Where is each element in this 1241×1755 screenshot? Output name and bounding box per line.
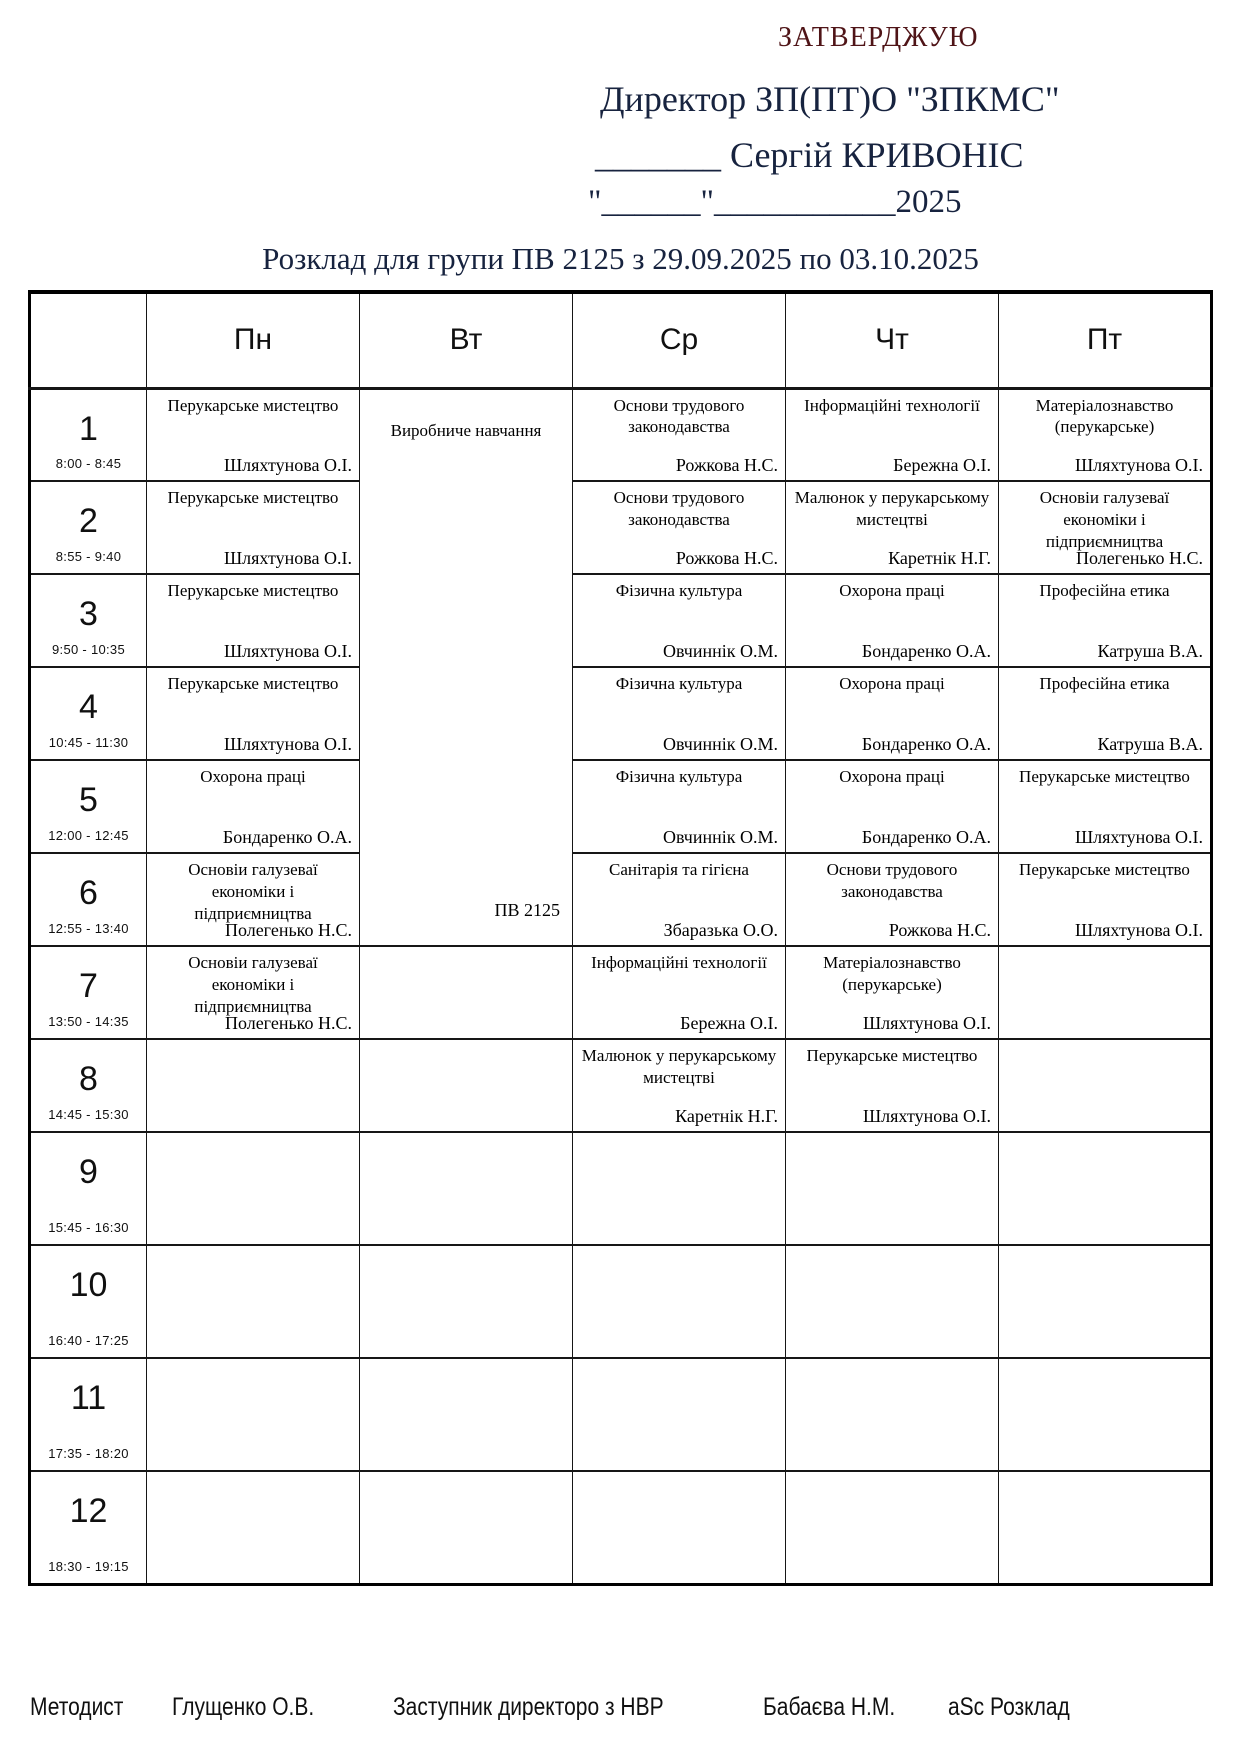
day-header-thu: Чт [786,292,999,388]
lesson-teacher: Шляхтунова О.І. [1075,455,1203,475]
corner-cell [30,292,147,388]
cell-wed-p9 [573,1132,786,1245]
period-row-3 [30,574,1212,667]
cell-tue-p7 [360,946,573,1039]
period-cell-6 [30,853,147,946]
cell-thu-p4 [786,667,999,760]
cell-thu-p1 [786,388,999,481]
lesson-teacher: Рожкова Н.С. [888,920,991,940]
period-row-8 [30,1039,1212,1132]
day-header-wed: Ср [573,292,786,388]
lesson-teacher: Шляхтунова О.І. [863,1013,991,1033]
lesson-subject: Матеріалознавство (перукарське) [823,953,961,994]
lesson-teacher: Бондаренко О.А. [861,827,991,847]
lesson-teacher: Овчиннік О.М. [662,734,778,754]
period-row-1 [30,388,1212,481]
period-time: 12:55 - 13:40 [48,921,129,936]
lesson-teacher: Бережна О.І. [893,455,991,475]
lesson-teacher: Бережна О.І. [680,1013,778,1033]
period-cell-8 [30,1039,147,1132]
period-number: 3 [79,595,98,633]
period-number: 11 [70,1379,107,1417]
period-row-7 [30,946,1212,1039]
period-number: 10 [69,1266,108,1304]
cell-fri-p3 [999,574,1212,667]
period-number: 1 [79,409,98,448]
footer-methodist-name: Глущенко О.В. [172,1693,315,1721]
period-cell-12 [30,1471,147,1584]
lesson-teacher: Бондаренко О.А. [222,827,352,847]
cell-tue-p12 [360,1471,573,1584]
lesson-teacher: Каретнік Н.Г. [675,1106,778,1126]
period-time: 12:00 - 12:45 [48,828,129,843]
lesson-teacher: Збаразька О.О. [663,920,778,940]
lesson-teacher: Шляхтунова О.І. [224,455,352,475]
day-header-mon: Пн [147,292,360,388]
period-time: 8:00 - 8:45 [55,456,122,471]
lesson-teacher: Шляхтунова О.І. [863,1106,991,1126]
cell-fri-p4 [999,667,1212,760]
cell-thu-p5 [786,760,999,853]
cell-mon-p11 [147,1358,360,1471]
period-time: 13:50 - 14:35 [48,1014,129,1029]
period-number: 6 [79,874,98,912]
cell-thu-p7 [786,946,999,1039]
period-row-12 [30,1471,1212,1584]
lesson-subject: Фізична культура [615,674,743,693]
lesson-subject: Охорона праці [839,674,945,693]
cell-thu-p11 [786,1358,999,1471]
lesson-subject: Охорона праці [200,767,306,786]
lesson-subject: Основіи галузеваї економіки і підприємництва [188,860,318,923]
period-row-11 [30,1358,1212,1471]
cell-fri-p5 [999,760,1212,853]
lesson-teacher: Каретнік Н.Г. [888,548,991,568]
cell-wed-p12 [573,1471,786,1584]
cell-thu-p2 [786,481,999,574]
lesson-subject: Перукарське мистецтво [167,395,339,415]
period-number: 4 [79,688,98,726]
cell-fri-p2 [999,481,1212,574]
lesson-subject: Основи трудового законодавства [613,488,745,529]
period-cell-7 [30,946,147,1039]
cell-thu-p3 [786,574,999,667]
lesson-teacher: Овчиннік О.М. [662,827,778,847]
period-row-2 [30,481,1212,574]
cell-mon-p12 [147,1471,360,1584]
period-time: 16:40 - 17:25 [48,1333,129,1348]
period-row-10 [30,1245,1212,1358]
cell-mon-p7 [147,946,360,1039]
cell-wed-p4 [573,667,786,760]
lesson-teacher: Шляхтунова О.І. [224,641,352,661]
lesson-teacher: Рожкова Н.С. [675,455,778,475]
footer-app-name: aSc Розклад [948,1693,1070,1721]
lesson-teacher: Полегенько Н.С. [1075,548,1203,568]
cell-fri-p7 [999,946,1212,1039]
cell-mon-p2 [147,481,360,574]
lesson-subject: Малюнок у перукарському мистецтві [581,1046,777,1087]
cell-mon-p3 [147,574,360,667]
cell-wed-p11 [573,1358,786,1471]
cell-thu-p8 [786,1039,999,1132]
lesson-teacher: Шляхтунова О.І. [224,548,352,568]
period-row-5 [30,760,1212,853]
cell-mon-p1 [147,388,360,481]
day-header-fri: Пт [999,292,1212,388]
approval-director-line: Директор ЗП(ПТ)О "ЗПКМС" [600,79,1060,119]
lesson-subject: Виробниче навчання [390,420,542,440]
cell-fri-p11 [999,1358,1212,1471]
cell-thu-p12 [786,1471,999,1584]
cell-wed-p5 [573,760,786,853]
cell-tue-p9 [360,1132,573,1245]
lesson-subject: Перукарське мистецтво [1019,767,1190,786]
lesson-teacher: Шляхтунова О.І. [224,734,352,754]
period-number: 5 [79,781,98,819]
cell-tue-p11 [360,1358,573,1471]
lesson-teacher: Овчиннік О.М. [662,641,778,661]
day-header-tue: Вт [360,292,573,388]
header-row [30,292,1212,388]
cell-wed-p10 [573,1245,786,1358]
cell-wed-p8 [573,1039,786,1132]
period-cell-3 [30,574,147,667]
period-cell-5 [30,760,147,853]
period-time: 8:55 - 9:40 [55,549,122,564]
cell-fri-p12 [999,1471,1212,1584]
cell-fri-p8 [999,1039,1212,1132]
lesson-subject: Перукарське мистецтво [167,674,339,693]
lesson-subject: Інформаційні технології [804,395,980,415]
cell-mon-p5 [147,760,360,853]
lesson-teacher: Шляхтунова О.І. [1075,827,1203,847]
cell-mon-p10 [147,1245,360,1358]
lesson-subject: Малюнок у перукарському мистецтві [794,488,990,529]
footer-methodist-label: Методист [30,1693,124,1721]
period-number: 12 [69,1492,108,1530]
lesson-subject: Фізична культура [615,581,743,600]
cell-mon-p6 [147,853,360,946]
lesson-teacher: Катруша В.А. [1097,641,1203,661]
period-cell-11 [30,1358,147,1471]
cell-wed-p1 [573,388,786,481]
period-row-6 [30,853,1212,946]
lesson-subject: Матеріалознавство (перукарське) [1035,395,1174,437]
lesson-teacher: Шляхтунова О.І. [1075,920,1203,940]
period-cell-9 [30,1132,147,1245]
lesson-subject: Професійна етика [1039,581,1170,600]
period-number: 7 [79,967,98,1005]
period-time: 14:45 - 15:30 [48,1107,129,1122]
period-cell-4 [30,667,147,760]
period-number: 8 [79,1060,98,1098]
cell-fri-p6 [999,853,1212,946]
lesson-subject: Професійна етика [1039,674,1170,693]
period-time: 15:45 - 16:30 [48,1220,129,1235]
lesson-subject: Основи трудового законодавства [613,395,745,437]
lesson-subject: Охорона праці [839,767,945,786]
period-cell-1 [30,388,147,481]
cell-wed-p6 [573,853,786,946]
footer-deputy-name: Бабаєва Н.М. [763,1693,896,1721]
lesson-subject: Охорона праці [839,581,945,600]
period-row-9 [30,1132,1212,1245]
cell-fri-p10 [999,1245,1212,1358]
cell-tue-merged [360,388,573,946]
cell-fri-p1 [999,388,1212,481]
cell-mon-p9 [147,1132,360,1245]
lesson-subject: Перукарське мистецтво [806,1046,978,1065]
lesson-teacher: Рожкова Н.С. [675,548,778,568]
period-number: 2 [79,502,98,540]
cell-thu-p6 [786,853,999,946]
period-time: 17:35 - 18:20 [48,1446,129,1461]
period-time: 18:30 - 19:15 [48,1558,129,1574]
lesson-subject: Основіи галузеваї економіки і підприємництва [188,953,318,1016]
period-row-4 [30,667,1212,760]
schedule-table [28,290,1213,1586]
lesson-group-label: ПВ 2125 [494,900,560,920]
lesson-subject: Фізична культура [615,767,743,786]
cell-fri-p9 [999,1132,1212,1245]
lesson-teacher: Бондаренко О.А. [861,641,991,661]
period-cell-2 [30,481,147,574]
cell-wed-p2 [573,481,786,574]
approval-signature-line: _______ Сергій КРИВОНІС [595,135,1024,175]
period-time: 9:50 - 10:35 [52,642,125,657]
lesson-teacher: Бондаренко О.А. [861,734,991,754]
lesson-subject: Основи трудового законодавства [826,860,958,901]
approval-date-line: "______"___________2025 [588,184,962,220]
lesson-teacher: Полегенько Н.С. [224,1013,352,1033]
lesson-teacher: Катруша В.А. [1097,734,1203,754]
page-title: Розклад для групи ПВ 2125 з 29.09.2025 по 03.10.2025 [262,241,979,276]
cell-mon-p8 [147,1039,360,1132]
footer-deputy-label: Заступник директоро з НВР [393,1693,664,1721]
cell-wed-p3 [573,574,786,667]
period-number: 9 [79,1153,98,1191]
period-cell-10 [30,1245,147,1358]
period-time: 10:45 - 11:30 [48,735,129,750]
lesson-subject: Санітарія та гігієна [609,860,749,879]
lesson-subject: Перукарське мистецтво [167,581,339,600]
cell-thu-p10 [786,1245,999,1358]
cell-tue-p10 [360,1245,573,1358]
lesson-subject: Основіи галузеваї економіки і підприємництва [1039,488,1170,551]
cell-mon-p4 [147,667,360,760]
lesson-subject: Перукарське мистецтво [167,488,339,507]
lesson-teacher: Полегенько Н.С. [224,920,352,940]
lesson-subject: Інформаційні технології [591,953,767,972]
cell-wed-p7 [573,946,786,1039]
approval-stamp: ЗАТВЕРДЖУЮ [778,22,979,53]
lesson-subject: Перукарське мистецтво [1019,860,1190,879]
cell-tue-p8 [360,1039,573,1132]
cell-thu-p9 [786,1132,999,1245]
